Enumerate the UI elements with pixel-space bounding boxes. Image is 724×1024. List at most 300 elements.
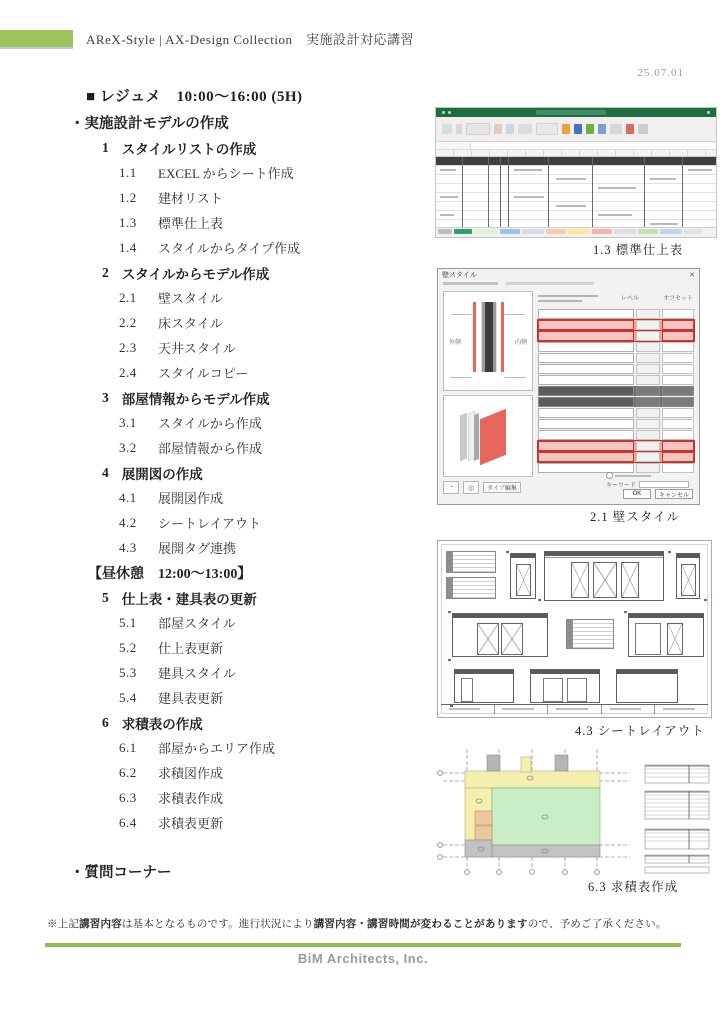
area-plan-svg [435, 745, 718, 878]
item-number: 1.2 [119, 189, 137, 205]
sheet-tab [500, 229, 520, 234]
agenda-bullet-text: ・実施設計モデルの作成 [70, 116, 229, 132]
cell-text [440, 196, 458, 198]
finish-legend-block [446, 551, 496, 573]
grid-separator [682, 157, 683, 227]
dialog-row-highlight [538, 331, 694, 341]
leader-line [504, 377, 526, 378]
door-panel [516, 564, 531, 596]
dialog-title: 壁スタイル [442, 271, 477, 279]
section-title: 求積表の作成 [121, 716, 203, 732]
level-column-label: レベル [621, 296, 640, 302]
cell-text [650, 178, 676, 180]
agenda-item [62, 360, 434, 385]
sheet-tab [474, 229, 498, 234]
level-cell [636, 375, 660, 385]
dialog-row [538, 419, 694, 429]
item-number: 1.3 [119, 214, 137, 230]
item-number: 2.3 [119, 339, 137, 355]
title-block-text [502, 708, 534, 710]
company-name: BiM Architects, Inc. [297, 951, 429, 966]
agenda-section [62, 585, 434, 610]
dialog-row-core [538, 386, 694, 396]
door-panel [543, 678, 563, 702]
agenda-item [62, 485, 434, 510]
offset-cell [662, 408, 694, 418]
figure-caption: 6.3 求積表作成 [588, 880, 679, 894]
dropdown [538, 419, 634, 429]
item-number: 4.1 [119, 489, 137, 505]
ceiling-band [617, 670, 677, 674]
offset-cell [662, 320, 694, 330]
item-text: 建具スタイル [158, 666, 236, 681]
door-panel [681, 564, 696, 596]
agenda-item [62, 335, 434, 360]
level-cell [636, 452, 660, 462]
item-number: 6.1 [119, 739, 137, 755]
door-panel [571, 562, 589, 598]
item-text: 部屋情報から作成 [158, 441, 263, 456]
finish-legend-block [446, 577, 496, 599]
figure-caption: 4.3 シートレイアウト [575, 724, 705, 738]
agenda-item [62, 685, 434, 710]
dialog-subtitle-bar [443, 282, 498, 285]
figure-wall-style-dialog [437, 268, 700, 505]
level-cell [636, 353, 660, 363]
section-title: スタイルからモデル作成 [121, 266, 270, 282]
dialog-row-highlight [538, 320, 694, 330]
keyword-dropdown [639, 481, 689, 488]
item-text: 求積表更新 [158, 816, 224, 831]
elevation-drawing [530, 669, 600, 703]
footer-accent-line [45, 943, 681, 947]
leader-line [452, 314, 472, 315]
level-cell [636, 419, 660, 429]
offset-cell [662, 331, 694, 341]
item-number: 6.3 [119, 789, 137, 805]
note-text-bold: 講習内容 [79, 919, 122, 930]
dialog-row-highlight [538, 452, 694, 462]
item-text: スタイルからタイプ作成 [158, 241, 301, 256]
radio-icon [606, 472, 613, 479]
dialog-row [538, 408, 694, 418]
item-number: 6.2 [119, 764, 137, 780]
level-cell [636, 386, 660, 396]
item-number: 4.3 [119, 539, 137, 555]
figure-area-plan [435, 745, 718, 878]
dimension-tick [624, 611, 627, 613]
ribbon-icon [456, 124, 462, 134]
note-text: ので、予めご了承ください。 [527, 919, 667, 930]
elevation-drawing [510, 553, 536, 599]
sheet-tab [568, 229, 590, 234]
agenda-item [62, 785, 434, 810]
figure-caption: 2.1 壁スタイル [590, 510, 681, 524]
excel-worksheet-grid [436, 157, 716, 227]
ribbon-style-gallery [536, 123, 558, 135]
wall-layer-finish [501, 302, 504, 372]
close-icon: ✕ [689, 271, 695, 279]
dimension-tick [704, 599, 707, 601]
offset-cell [662, 441, 694, 451]
dimension-tick [538, 599, 541, 601]
header-accent-bar [0, 30, 73, 49]
dropdown [538, 342, 634, 352]
section-number: 1 [102, 139, 109, 155]
ceiling-band [677, 554, 699, 558]
offset-cell [662, 375, 694, 385]
sheet-tab [438, 229, 452, 234]
item-text: 壁スタイル [158, 291, 223, 306]
dimension-tick [448, 659, 451, 661]
cell-text [688, 169, 712, 171]
excel-formula-bar [436, 142, 716, 150]
agenda-item [62, 185, 434, 210]
cancel-button: キャンセル [655, 489, 693, 499]
figure-excel-finish-table [435, 107, 717, 238]
level-cell [636, 320, 660, 330]
ribbon-icon [562, 124, 570, 134]
dropdown [538, 375, 634, 385]
legend-key-column [567, 620, 573, 648]
dropdown [538, 441, 634, 451]
ribbon-icon [598, 124, 606, 134]
item-number: 3.1 [119, 414, 137, 430]
offset-cell [662, 353, 694, 363]
elevation-drawing [628, 613, 704, 657]
note-text: ※上記 [47, 919, 80, 930]
excel-close-icon [707, 111, 710, 114]
cell-text [440, 214, 454, 216]
item-text: 天井スタイル [158, 341, 236, 356]
revit-shortcut-icon: ◔ [443, 481, 459, 494]
grid-separator [592, 157, 593, 227]
ribbon-icon [494, 124, 502, 134]
title-block-text [663, 708, 695, 710]
offset-cell [662, 452, 694, 462]
dialog-row [538, 353, 694, 363]
sheet-tab [592, 229, 612, 234]
sheet-tab [638, 229, 658, 234]
sheet-tab [522, 229, 544, 234]
dimension-tick [448, 611, 451, 613]
section-number: 5 [102, 589, 109, 605]
title-block-cell [655, 705, 708, 714]
ceiling-band [545, 552, 663, 556]
sheet-tab [546, 229, 566, 234]
item-text: 建具表更新 [158, 691, 224, 706]
door-panel [593, 562, 617, 598]
level-cell [636, 364, 660, 374]
dimension-tick [506, 551, 509, 553]
offset-cell [662, 342, 694, 352]
sheet-tab [614, 229, 636, 234]
field-label-bar [538, 295, 598, 297]
elevation-drawing [454, 669, 514, 703]
excel-search-box [536, 110, 606, 115]
ribbon-icon [506, 124, 514, 134]
excel-column-headers [436, 150, 716, 157]
offset-column-label: オフセット [663, 296, 693, 302]
wall-section-diagram [443, 291, 533, 391]
item-text: シートレイアウト [158, 516, 261, 531]
elevation-drawing [616, 669, 678, 703]
door-panel [667, 623, 683, 655]
cell-text [440, 169, 456, 171]
finish-legend-block [566, 619, 614, 649]
section-title: 展開図の作成 [121, 466, 203, 482]
item-text: 部屋からエリア作成 [158, 741, 276, 756]
cell-text [556, 205, 586, 207]
dropdown [538, 386, 634, 396]
item-text: 求積表作成 [158, 791, 224, 806]
agenda-bullet [62, 110, 434, 135]
sheet-tab [454, 229, 472, 234]
agenda-section [62, 135, 434, 160]
document-title: AReX-Style | AX-Design Collection 実施設計対応講習 [86, 32, 414, 47]
level-cell [636, 342, 660, 352]
legend-key-column [447, 552, 453, 572]
sheet-tab [660, 229, 682, 234]
agenda-item [62, 210, 434, 235]
offset-cell [662, 397, 694, 407]
agenda-item [62, 610, 434, 635]
dialog-row [538, 309, 694, 319]
wall-3d-diagram [443, 395, 533, 477]
level-cell [636, 441, 660, 451]
offset-cell [662, 463, 694, 473]
dropdown [538, 452, 634, 462]
ceiling-band [455, 670, 513, 674]
dialog-buttons [623, 489, 693, 499]
ceiling-band [511, 554, 535, 558]
part-generate-checkbox [606, 472, 651, 479]
agenda-item [62, 435, 434, 460]
dropdown [538, 364, 634, 374]
grid-separator [462, 157, 463, 227]
section-title: 部屋情報からモデル作成 [121, 391, 270, 407]
dropdown [538, 320, 634, 330]
ribbon-font-box [466, 123, 490, 135]
offset-cell [662, 309, 694, 319]
wall-outside-label: 外側 [449, 340, 462, 346]
section-number: 4 [102, 464, 109, 480]
wall-3d-layer [474, 413, 479, 461]
door-panel [567, 678, 587, 702]
item-text: 仕上表更新 [158, 641, 224, 656]
ribbon-icon [610, 124, 622, 134]
door-panel [461, 678, 473, 702]
item-number: 1.4 [119, 239, 137, 255]
figure-sheet-layout [437, 540, 712, 718]
title-block-cell [495, 705, 549, 714]
item-number: 2.4 [119, 364, 137, 380]
type-edit-button: タイプ編集 [483, 482, 521, 493]
level-cell [636, 331, 660, 341]
leader-line [504, 314, 524, 315]
wall-layer-core [485, 302, 493, 372]
item-text: 床スタイル [158, 316, 223, 331]
offset-cell [662, 364, 694, 374]
dimension-tick [668, 551, 671, 553]
title-block-cell [548, 705, 602, 714]
agenda-item [62, 810, 434, 835]
agenda-item [62, 635, 434, 660]
item-number: 5.2 [119, 639, 137, 655]
item-number: 5.3 [119, 664, 137, 680]
level-cell [636, 408, 660, 418]
agenda-item [62, 235, 434, 260]
excel-save-icon [448, 111, 451, 114]
wall-inside-label: 内側 [514, 340, 527, 346]
section-number: 3 [102, 389, 109, 405]
item-text: スタイルから作成 [158, 416, 262, 431]
item-number: 5.1 [119, 614, 137, 630]
dialog-row [538, 342, 694, 352]
excel-title-bar [436, 108, 716, 117]
offset-cell [662, 419, 694, 429]
elevation-drawing [544, 551, 664, 601]
title-block-text [556, 708, 588, 710]
dialog-row-highlight [538, 441, 694, 451]
field-label-bar [538, 300, 582, 302]
excel-ribbon [436, 117, 716, 142]
dialog-subtitle-bar [506, 282, 594, 285]
ribbon-icon [626, 124, 634, 134]
dropdown [538, 408, 634, 418]
dialog-row [538, 364, 694, 374]
agenda-item [62, 660, 434, 685]
excel-name-box [436, 142, 471, 149]
keyword-field [606, 480, 689, 489]
dropdown [538, 430, 634, 440]
agenda-heading: ■ レジュメ 10:00～16:00 (5H) [86, 89, 303, 105]
agenda-list [62, 84, 434, 884]
title-block-cell [441, 705, 495, 714]
door-panel [477, 623, 499, 655]
title-block-cell [602, 705, 656, 714]
wall-3d-layer [460, 413, 467, 462]
ceiling-band [629, 614, 703, 618]
figure-caption: 1.3 標準仕上表 [593, 243, 684, 257]
agenda-item [62, 510, 434, 535]
item-number: 6.4 [119, 814, 137, 830]
dialog-row [538, 430, 694, 440]
note-text-bold: 講習内容・講習時間が変わることがあります [313, 919, 528, 930]
grid-separator [644, 157, 645, 227]
item-text: 部屋スタイル [158, 616, 236, 631]
agenda-bullet [62, 859, 434, 884]
ceiling-band [531, 670, 599, 674]
item-text: 展開図作成 [158, 491, 224, 506]
item-number: 5.4 [119, 689, 137, 705]
ribbon-icon [518, 124, 532, 134]
cell-text [650, 223, 678, 225]
section-title: 仕上表・建具表の更新 [121, 591, 257, 607]
window-panel [635, 623, 661, 655]
checkbox-label-bar [615, 475, 651, 477]
title-block-text [610, 708, 642, 710]
leader-line [450, 377, 472, 378]
agenda-section [62, 460, 434, 485]
agenda-item [62, 310, 434, 335]
offset-cell [662, 430, 694, 440]
ribbon-icon [442, 124, 452, 134]
item-text: 標準仕上表 [158, 216, 224, 231]
agenda-section [62, 710, 434, 735]
table-header-row [436, 157, 716, 165]
dialog-title-bar [438, 269, 699, 280]
sheet-tab [684, 229, 702, 234]
dropdown [538, 331, 634, 341]
door-panel [501, 623, 523, 655]
keyword-label: キーワード [606, 483, 637, 489]
ok-button: OK [623, 489, 651, 499]
agenda-bullet-text: ・質問コーナー [70, 865, 172, 881]
elevation-drawing [676, 553, 700, 599]
dialog-column-headers [621, 293, 693, 302]
trim-line [545, 557, 663, 558]
door-panel [621, 562, 639, 598]
title-block-text [449, 708, 481, 710]
document-date: 25.07.01 [637, 67, 684, 79]
agenda-section [62, 385, 434, 410]
grid-separator [548, 157, 549, 227]
grid-separator [508, 157, 509, 227]
item-number: 3.2 [119, 439, 137, 455]
item-text: スタイルコピー [158, 366, 249, 381]
offset-cell [662, 386, 694, 396]
wall-3d-layer [480, 409, 506, 466]
elevation-drawing [452, 613, 548, 657]
section-number: 6 [102, 714, 109, 730]
section-number: 2 [102, 264, 109, 280]
dropdown [538, 353, 634, 363]
agenda-item [62, 285, 434, 310]
section-title: スタイルリストの作成 [121, 141, 257, 157]
ribbon-icon [586, 124, 594, 134]
lunch-break [62, 560, 434, 585]
agenda-item [62, 410, 434, 435]
excel-sheet-tabs [436, 227, 716, 237]
cell-text [514, 196, 544, 198]
agenda-item [62, 160, 434, 185]
dropdown [538, 397, 634, 407]
cell-text [556, 178, 586, 180]
ceiling-band [453, 614, 547, 618]
agenda-item [62, 735, 434, 760]
cell-text [598, 187, 636, 189]
level-cell [636, 309, 660, 319]
item-text: 展開タグ連携 [158, 541, 237, 556]
dialog-row [538, 375, 694, 385]
disclaimer-note [47, 916, 687, 931]
item-text: 求積図作成 [158, 766, 224, 781]
item-text: EXCEL からシート作成 [158, 166, 294, 181]
ribbon-icon [574, 124, 582, 134]
level-cell [636, 430, 660, 440]
note-text: は基本となるものです。進行状況により [121, 919, 314, 930]
item-number: 1.1 [119, 164, 137, 180]
agenda-section [62, 260, 434, 285]
sheet-title-block [441, 704, 708, 714]
cell-text [514, 169, 542, 171]
grid-separator [488, 157, 489, 227]
item-number: 2.2 [119, 314, 137, 330]
dialog-footer-left [443, 481, 521, 494]
lunch-break-text: 【昼休憩 12:00～13:00】 [88, 566, 252, 582]
model-sync-icon: ◎ [463, 481, 479, 494]
